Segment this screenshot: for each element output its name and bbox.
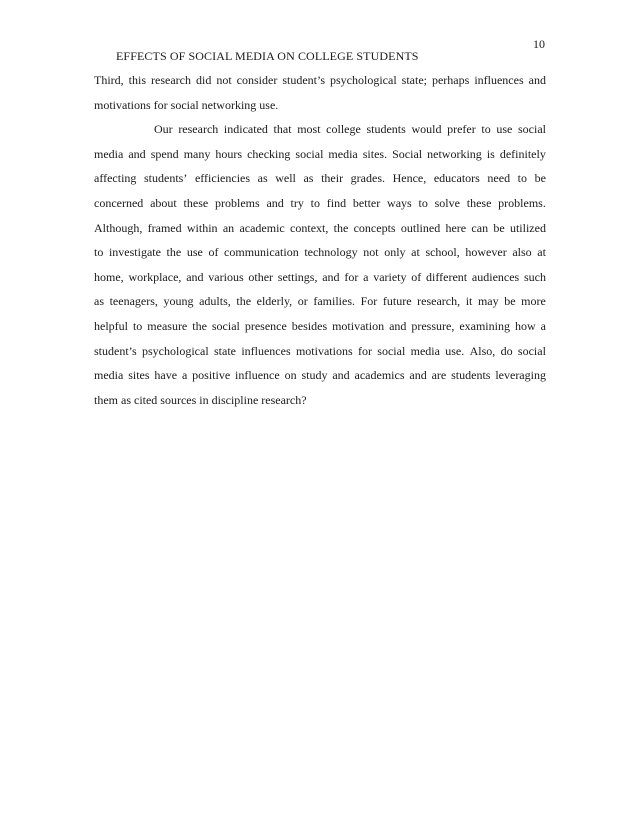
- text-line: them as cited sources in discipline research?: [94, 392, 307, 407]
- text-line: helpful to measure the social presence besides motivation and pressure, examining how a: [94, 318, 546, 333]
- text-line: Third, this research did not consider student’s psychological state; perhaps influences and: [94, 73, 546, 87]
- text-line: as teenagers, young adults, the elderly, or families. For future research, it may be more: [94, 294, 546, 309]
- text-line: to investigate the use of communication technology not only at school, however also at: [94, 245, 546, 260]
- text-line: Our research indicated that most college students would prefer to use social: [154, 122, 546, 137]
- text-line: affecting students’ efficiencies as well as their grades. Hence, educators need to be: [94, 171, 546, 186]
- text-line: Although, framed within an academic context, the concepts outlined here can be utilized: [94, 220, 546, 235]
- text-line: media sites have a positive influence on study and academics and are students leveraging: [94, 368, 546, 383]
- text-line: home, workplace, and various other settings, and for a variety of different audiences such: [94, 269, 546, 284]
- page-number: 10: [533, 37, 545, 51]
- text-line: motivations for social networking use.: [94, 97, 279, 112]
- text-line: student’s psychological state influences motivations for social media use. Also, do social: [94, 343, 546, 358]
- body-text: [94, 73, 546, 417]
- text-line: concerned about these problems and try to find better ways to solve these problems.: [94, 195, 546, 210]
- text-line: media and spend many hours checking social media sites. Social networking is definitely: [94, 146, 546, 161]
- running-head: EFFECTS OF SOCIAL MEDIA ON COLLEGE STUDENTS: [116, 49, 419, 63]
